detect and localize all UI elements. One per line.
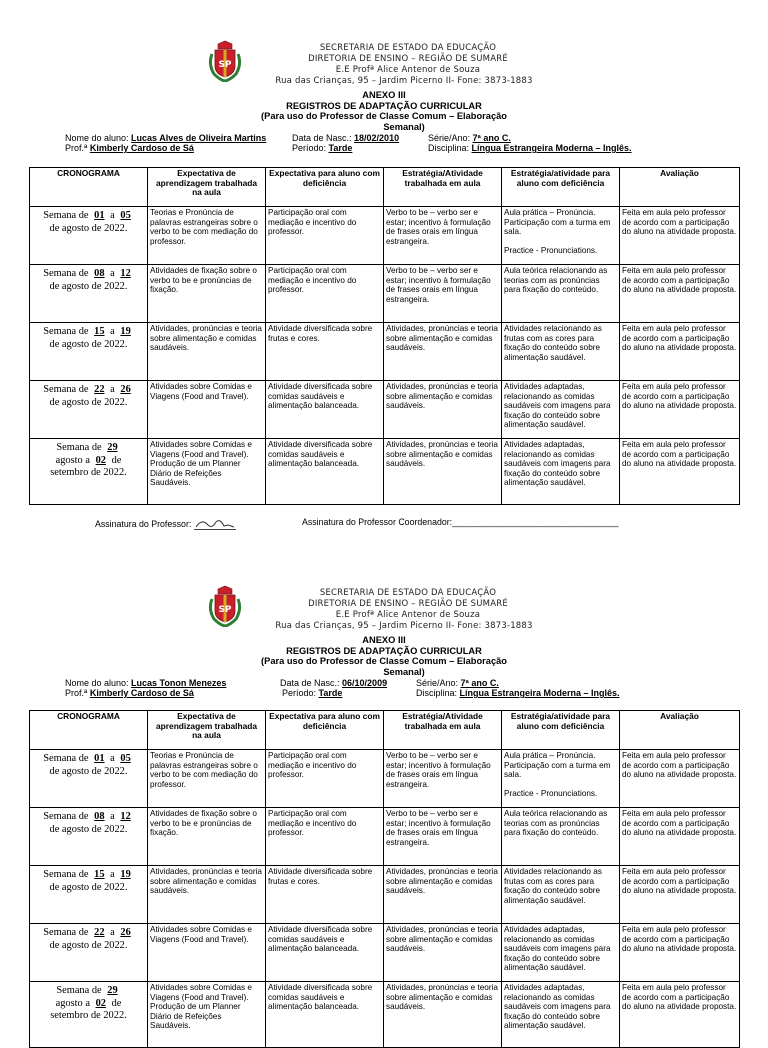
strategy-cell	[384, 924, 502, 982]
header-avaliacao: Avaliação	[620, 168, 740, 207]
expectation-cell	[148, 323, 266, 381]
cell-text: Feita em aula pelo professor de acordo com a participação do aluno na atividade proposta.	[622, 867, 737, 896]
header-estrategia-deficiencia: Estratégia/atividade para aluno com deficiência	[502, 711, 620, 750]
cell-text: Aula prática – Pronúncia. Participação com a turma em sala.	[504, 208, 611, 237]
header-estrategia-aula: Estratégia/Atividade trabalhada em aula	[384, 168, 502, 207]
expectation-cell	[148, 381, 266, 439]
grade-field: Série/Ano: 7ª ano C.	[428, 133, 511, 143]
subject-field: Disciplina: Língua Estrangeira Moderna – Inglês.	[428, 143, 632, 153]
cell-text: Feita em aula pelo professor de acordo com a participação do aluno na atividade proposta.	[622, 440, 737, 469]
period-field: Período: Tarde	[292, 143, 353, 153]
week-day-number: 01	[94, 753, 105, 764]
cell-text: Verbo to be – verbo ser e estar; incentivo à formulação de frases orais em língua estrangeira.	[386, 266, 491, 304]
week-text: setembro de 2022.	[50, 1010, 127, 1021]
birth-date-field: Data de Nasc.: 06/10/2009	[280, 678, 388, 688]
week-text: de agosto de 2022.	[49, 765, 128, 777]
week-day-number: 02	[95, 997, 106, 1009]
week-day-number: 08	[94, 268, 105, 279]
week-text: de agosto de 2022.	[49, 396, 128, 408]
week-text: setembro de 2022.	[50, 467, 127, 478]
header-avaliacao: Avaliação	[620, 711, 740, 750]
week-text: Semana de	[43, 268, 89, 279]
cell-text: Atividades sobre Comidas e Viagens (Food and Travel).	[150, 925, 252, 944]
week-cell	[30, 439, 148, 505]
letterhead-diretoria: DIRETORIA DE ENSINO – REGIÃO DE SUMARÉ	[308, 599, 508, 609]
cell-text: Atividades relacionando as frutas com as cores para fixação do conteúdo sobre alimentação saudável.	[504, 324, 602, 362]
cell-text: Atividade diversificada sobre comidas saudáveis e alimentação balanceada.	[268, 382, 373, 411]
expectation-cell	[148, 982, 266, 1048]
cell-text: Verbo to be – verbo ser e estar; incentivo à formulação de frases orais em língua estrangeira.	[386, 751, 491, 789]
student-info	[0, 677, 768, 699]
week-text: de agosto de 2022.	[49, 939, 128, 951]
student-name-field: Nome do aluno: Lucas Alves de Oliveira Martins	[65, 133, 267, 143]
table-row	[30, 323, 740, 381]
letterhead	[0, 581, 768, 635]
expectation-cell	[148, 924, 266, 982]
teacher-field: Prof.ª Kimberly Cardoso de Sá	[65, 688, 194, 698]
cell-text: Atividades adaptadas, relacionando as comidas saudáveis com imagens para fixação do conteúdo sobre alimentação saudável.	[504, 925, 611, 973]
cell-text: Feita em aula pelo professor de acordo com a participação do aluno na atividade proposta.	[622, 983, 737, 1012]
week-cell	[30, 381, 148, 439]
header-expectativa-deficiencia: Expectativa para aluno com deficiência	[266, 168, 384, 207]
deficiency-expectation-cell	[266, 323, 384, 381]
period-field: Período: Tarde	[282, 688, 343, 698]
cell-text: Feita em aula pelo professor de acordo com a participação do aluno na atividade proposta.	[622, 751, 737, 780]
week-day-number: 01	[94, 210, 105, 221]
deficiency-expectation-cell	[266, 265, 384, 323]
curriculum-table	[29, 710, 740, 1048]
week-text: a	[110, 384, 115, 395]
deficiency-strategy-cell	[502, 750, 620, 808]
cell-text: Atividades de fixação sobre o verbo to be e pronúncias de fixação.	[150, 809, 257, 838]
letterhead-school: E.E Profª Alice Antenor de Souza	[335, 65, 481, 75]
strategy-cell	[384, 982, 502, 1048]
week-day-number: 15	[94, 326, 105, 337]
evaluation-cell	[620, 323, 740, 381]
week-text: de	[111, 454, 122, 466]
deficiency-strategy-cell	[502, 323, 620, 381]
expectation-cell	[148, 207, 266, 265]
deficiency-strategy-cell	[502, 381, 620, 439]
week-text: agosto a	[55, 997, 90, 1009]
week-day-number: 12	[120, 268, 131, 279]
week-text: de agosto de 2022.	[49, 338, 128, 350]
deficiency-expectation-cell	[266, 207, 384, 265]
record-page-2	[0, 581, 768, 1031]
letterhead-secretaria: SECRETARIA DE ESTADO DA EDUCAÇÃO	[319, 588, 497, 598]
cell-text: Atividades relacionando as frutas com as cores para fixação do conteúdo sobre alimentação saudável.	[504, 867, 602, 905]
week-cell	[30, 808, 148, 866]
subtitle-cont: Semanal)	[383, 666, 425, 677]
subtitle-cont: Semanal)	[383, 121, 425, 132]
expectation-cell	[148, 439, 266, 505]
evaluation-cell	[620, 265, 740, 323]
cell-text: Participação oral com mediação e incentivo do professor.	[268, 208, 357, 237]
deficiency-expectation-cell	[266, 924, 384, 982]
week-day-number: 02	[95, 454, 106, 466]
grade-field: Série/Ano: 7ª ano C.	[416, 678, 499, 688]
cell-text: Atividades, pronúncias e teoria sobre alimentação e comidas saudáveis.	[150, 324, 262, 353]
cell-text: Participação oral com mediação e incentivo do professor.	[268, 266, 357, 295]
cell-text: Participação oral com mediação e incentivo do professor.	[268, 809, 357, 838]
table-row	[30, 381, 740, 439]
document-titles	[0, 90, 768, 132]
table-row	[30, 207, 740, 265]
week-text: Semana de	[56, 442, 102, 453]
main-title: REGISTROS DE ADAPTAÇÃO CURRICULAR	[286, 100, 482, 111]
week-day-number: 19	[120, 869, 131, 880]
week-day-number: 08	[94, 811, 105, 822]
cell-text: Feita em aula pelo professor de acordo com a participação do aluno na atividade proposta.	[622, 925, 737, 954]
cell-text: Feita em aula pelo professor de acordo com a participação do aluno na atividade proposta.	[622, 266, 737, 295]
annex-title: ANEXO III	[362, 635, 406, 645]
week-text: a	[110, 927, 115, 938]
letterhead	[0, 36, 768, 90]
table-header-row	[30, 711, 740, 750]
header-estrategia-deficiencia: Estratégia/atividade para aluno com deficiência	[502, 168, 620, 207]
deficiency-strategy-cell	[502, 207, 620, 265]
week-text: Semana de	[43, 384, 89, 395]
week-day-number: 29	[107, 442, 118, 453]
table-row	[30, 924, 740, 982]
handwritten-signature-icon	[194, 517, 236, 531]
week-text: Semana de	[43, 869, 89, 880]
header-expectativa-aula: Expectativa de aprendizagem trabalhada na aula	[148, 711, 266, 750]
week-text: a	[110, 869, 115, 880]
week-text: a	[110, 268, 115, 279]
curriculum-table	[29, 167, 740, 505]
deficiency-strategy-cell	[502, 982, 620, 1048]
subtitle: (Para uso do Professor de Classe Comum – Elaboração	[261, 656, 507, 666]
cell-text: Atividades, pronúncias e teoria sobre alimentação e comidas saudáveis.	[386, 983, 498, 1012]
teacher-signature-line: Assinatura do Professor:	[95, 517, 236, 531]
week-cell	[30, 750, 148, 808]
deficiency-strategy-cell	[502, 439, 620, 505]
coordinator-signature-line: Assinatura do Professor Coordenador:__________________________________	[302, 517, 619, 527]
week-cell	[30, 866, 148, 924]
week-text: Semana de	[43, 811, 89, 822]
deficiency-expectation-cell	[266, 381, 384, 439]
week-day-number: 29	[107, 985, 118, 996]
cell-note: Practice - Pronunciations.	[504, 245, 598, 255]
week-day-number: 19	[120, 326, 131, 337]
evaluation-cell	[620, 381, 740, 439]
letterhead-address: Rua das Crianças, 95 – Jardim Picerno II- Fone: 3873-1883	[275, 76, 533, 86]
deficiency-expectation-cell	[266, 808, 384, 866]
teacher-field: Prof.ª Kimberly Cardoso de Sá	[65, 143, 194, 153]
week-day-number: 22	[94, 927, 105, 938]
week-text: Semana de	[56, 985, 102, 996]
cell-text: Atividade diversificada sobre comidas saudáveis e alimentação balanceada.	[268, 925, 373, 954]
birth-date-field: Data de Nasc.: 18/02/2010	[292, 133, 400, 143]
deficiency-expectation-cell	[266, 866, 384, 924]
annex-title: ANEXO III	[362, 90, 406, 100]
cell-text: Atividades, pronúncias e teoria sobre alimentação e comidas saudáveis.	[386, 925, 498, 954]
strategy-cell	[384, 750, 502, 808]
week-cell	[30, 924, 148, 982]
cell-text: Aula prática – Pronúncia. Participação com a turma em sala.	[504, 751, 611, 780]
evaluation-cell	[620, 808, 740, 866]
expectation-cell	[148, 750, 266, 808]
cell-text: Atividades, pronúncias e teoria sobre alimentação e comidas saudáveis.	[386, 382, 498, 411]
week-text: de agosto de 2022.	[49, 222, 128, 234]
letterhead-school: E.E Profª Alice Antenor de Souza	[335, 610, 481, 620]
cell-text: Verbo to be – verbo ser e estar; incentivo à formulação de frases orais em língua estrangeira.	[386, 208, 491, 246]
deficiency-expectation-cell	[266, 982, 384, 1048]
table-header-row	[30, 168, 740, 207]
week-text: Semana de	[43, 210, 89, 221]
cell-text: Teorias e Pronúncia de palavras estrangeiras sobre o verbo to be com mediação do professor.	[150, 208, 258, 246]
strategy-cell	[384, 439, 502, 505]
evaluation-cell	[620, 866, 740, 924]
cell-text: Feita em aula pelo professor de acordo com a participação do aluno na atividade proposta.	[622, 324, 737, 353]
week-day-number: 05	[120, 753, 131, 764]
week-day-number: 05	[120, 210, 131, 221]
cell-text: Aula teórica relacionando as teorias com as pronúncias para fixação do conteúdo.	[504, 266, 608, 295]
document-titles	[0, 635, 768, 677]
expectation-cell	[148, 265, 266, 323]
deficiency-strategy-cell	[502, 866, 620, 924]
week-day-number: 26	[120, 384, 131, 395]
expectation-cell	[148, 866, 266, 924]
table-row	[30, 439, 740, 505]
week-text: Semana de	[43, 326, 89, 337]
table-row	[30, 982, 740, 1048]
header-cronograma: CRONOGRAMA	[30, 168, 148, 207]
week-text: a	[110, 210, 115, 221]
week-text: de agosto de 2022.	[49, 823, 128, 835]
evaluation-cell	[620, 924, 740, 982]
cell-text: Atividades adaptadas, relacionando as comidas saudáveis com imagens para fixação do conteúdo sobre alimentação saudável.	[504, 983, 611, 1031]
week-text: de agosto de 2022.	[49, 280, 128, 292]
week-day-number: 12	[120, 811, 131, 822]
deficiency-strategy-cell	[502, 808, 620, 866]
strategy-cell	[384, 323, 502, 381]
week-cell	[30, 265, 148, 323]
week-day-number: 26	[120, 927, 131, 938]
cell-text: Atividades, pronúncias e teoria sobre alimentação e comidas saudáveis.	[386, 867, 498, 896]
cell-text: Feita em aula pelo professor de acordo com a participação do aluno na atividade proposta.	[622, 208, 737, 237]
table-row	[30, 750, 740, 808]
cell-note: Practice - Pronunciations.	[504, 788, 598, 798]
strategy-cell	[384, 265, 502, 323]
evaluation-cell	[620, 750, 740, 808]
week-day-number: 22	[94, 384, 105, 395]
cell-text: Atividade diversificada sobre frutas e cores.	[268, 324, 373, 343]
strategy-cell	[384, 866, 502, 924]
letterhead-address: Rua das Crianças, 95 – Jardim Picerno II- Fone: 3873-1883	[275, 621, 533, 631]
main-title: REGISTROS DE ADAPTAÇÃO CURRICULAR	[286, 645, 482, 656]
evaluation-cell	[620, 207, 740, 265]
week-text: de agosto de 2022.	[49, 881, 128, 893]
week-text: agosto a	[55, 454, 90, 466]
cell-text: Atividades sobre Comidas e Viagens (Food and Travel). Produção de um Planner Diário de Refeições Saudáveis.	[150, 440, 252, 488]
strategy-cell	[384, 381, 502, 439]
week-text: a	[110, 811, 115, 822]
seal-text: SP	[218, 60, 232, 70]
week-text: Semana de	[43, 927, 89, 938]
cell-text: Feita em aula pelo professor de acordo com a participação do aluno na atividade proposta.	[622, 382, 737, 411]
letterhead-secretaria: SECRETARIA DE ESTADO DA EDUCAÇÃO	[319, 43, 497, 53]
table-row	[30, 866, 740, 924]
week-text: de	[111, 997, 122, 1009]
week-cell	[30, 207, 148, 265]
expectation-cell	[148, 808, 266, 866]
header-expectativa-aula: Expectativa de aprendizagem trabalhada na aula	[148, 168, 266, 207]
week-day-number: 15	[94, 869, 105, 880]
week-cell	[30, 982, 148, 1048]
cell-text: Atividade diversificada sobre comidas saudáveis e alimentação balanceada.	[268, 983, 373, 1012]
header-estrategia-aula: Estratégia/Atividade trabalhada em aula	[384, 711, 502, 750]
subtitle: (Para uso do Professor de Classe Comum – Elaboração	[261, 111, 507, 121]
strategy-cell	[384, 808, 502, 866]
cell-text: Atividades, pronúncias e teoria sobre alimentação e comidas saudáveis.	[386, 324, 498, 353]
deficiency-strategy-cell	[502, 265, 620, 323]
table-row	[30, 808, 740, 866]
cell-text: Atividade diversificada sobre frutas e cores.	[268, 867, 373, 886]
subject-field: Disciplina: Língua Estrangeira Moderna – Inglês.	[416, 688, 620, 698]
cell-text: Atividades adaptadas, relacionando as comidas saudáveis com imagens para fixação do conteúdo sobre alimentação saudável.	[504, 440, 611, 488]
strategy-cell	[384, 207, 502, 265]
table-row	[30, 265, 740, 323]
evaluation-cell	[620, 439, 740, 505]
deficiency-strategy-cell	[502, 924, 620, 982]
week-text: Semana de	[43, 753, 89, 764]
cell-text: Atividades sobre Comidas e Viagens (Food and Travel). Produção de um Planner Diário de Refeições Saudáveis.	[150, 983, 252, 1031]
week-cell	[30, 323, 148, 381]
student-name-field: Nome do aluno: Lucas Tonon Menezes	[65, 678, 227, 688]
cell-text: Atividades sobre Comidas e Viagens (Food and Travel).	[150, 382, 252, 401]
record-page-1	[0, 36, 768, 529]
sao-paulo-seal-icon	[206, 40, 244, 82]
week-text: a	[110, 326, 115, 337]
sao-paulo-seal-icon	[206, 585, 244, 627]
deficiency-expectation-cell	[266, 750, 384, 808]
cell-text: Atividades de fixação sobre o verbo to be e pronúncias de fixação.	[150, 266, 257, 295]
cell-text: Participação oral com mediação e incentivo do professor.	[268, 751, 357, 780]
cell-text: Atividades adaptadas, relacionando as comidas saudáveis com imagens para fixação do conteúdo sobre alimentação saudável.	[504, 382, 611, 430]
header-cronograma: CRONOGRAMA	[30, 711, 148, 750]
letterhead-diretoria: DIRETORIA DE ENSINO – REGIÃO DE SUMARÉ	[308, 54, 508, 64]
header-expectativa-deficiencia: Expectativa para aluno com deficiência	[266, 711, 384, 750]
student-info	[0, 132, 768, 154]
cell-text: Atividade diversificada sobre comidas saudáveis e alimentação balanceada.	[268, 440, 373, 469]
deficiency-expectation-cell	[266, 439, 384, 505]
cell-text: Atividades, pronúncias e teoria sobre alimentação e comidas saudáveis.	[386, 440, 498, 469]
cell-text: Teorias e Pronúncia de palavras estrangeiras sobre o verbo to be com mediação do professor.	[150, 751, 258, 789]
seal-text: SP	[218, 605, 232, 615]
week-text: a	[110, 753, 115, 764]
cell-text: Atividades, pronúncias e teoria sobre alimentação e comidas saudáveis.	[150, 867, 262, 896]
cell-text: Verbo to be – verbo ser e estar; incentivo à formulação de frases orais em língua estrangeira.	[386, 809, 491, 847]
evaluation-cell	[620, 982, 740, 1048]
cell-text: Feita em aula pelo professor de acordo com a participação do aluno na atividade proposta.	[622, 809, 737, 838]
cell-text: Aula teórica relacionando as teorias com as pronúncias para fixação do conteúdo.	[504, 809, 608, 838]
